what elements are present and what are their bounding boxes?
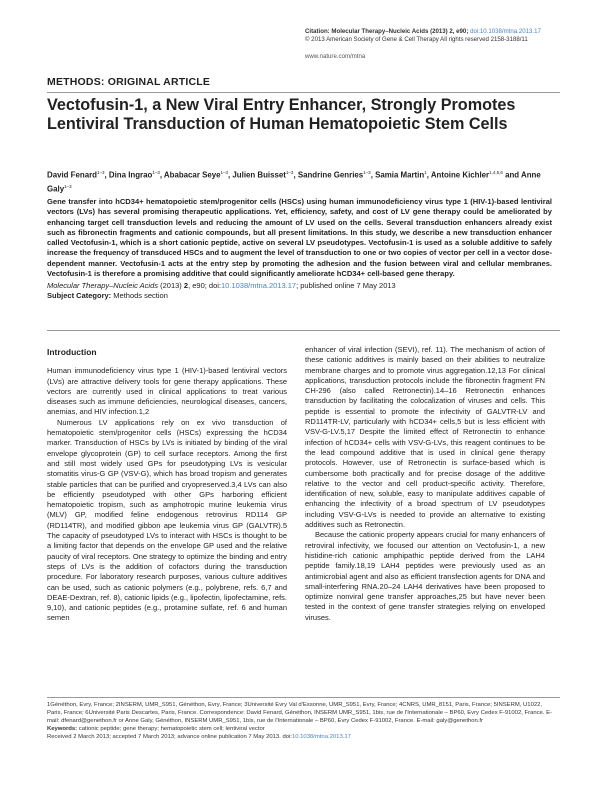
citation-label: Citation: Molecular Therapy–Nucleic Acids (2013) 2, e90; bbox=[305, 28, 469, 35]
author-name: David Fenard bbox=[47, 170, 97, 180]
received-line bbox=[47, 733, 552, 741]
citation-block bbox=[47, 281, 552, 291]
affiliations: 1Généthon, Evry, France; 2INSERM, UMR_S951, Généthon, Evry, France; 3Université Evry Val d'Essonne, UMR_S951, Evry, France; 4CNRS, UMR_8151, Paris, France; 5INSERM, U1022, Paris, France; 6Université Paris Descartes, Paris, France. Correspondence: David Fenard, Généthon, INSERM UMR_S951, 1bis, rue de l'Internationale – BP60, Evry Cedex F-91002, France. E-mail: dfenard@genethon.fr or Anne Galy, Généthon, INSERM UMR_S951, 1bis, rue de l'Internationale – BP60, Evry Cedex F-91002, France. E-mail: galy@genethon.fr bbox=[47, 702, 553, 725]
citation-line bbox=[305, 28, 560, 36]
author-name: Dina Ingrao bbox=[108, 170, 153, 180]
footnotes bbox=[47, 701, 552, 741]
copyright-line: © 2013 American Society of Gene & Cell Therapy All rights reserved 2158-3188/11 bbox=[305, 36, 528, 43]
body-paragraph: enhancer of viral infection (SEVI), ref. 11). The mechanism of action of these cationic additives is mainly based on their abilities to neutralize membrane charges and to promote virus aggregation.12,13 For clinical applications, transduction protocols include the fibronectin fragment FN CH-296 (also called Retronectin).14–16 Retronectin enhances transduction by facilitating the colocalization of viruses and cells. This peptide is essential to promote the infectivity of GALVTR-LV and RD114TR-LV, particularly with hCD34+ cells,5 but is less efficient with VSV-G-LV.5,17 Despite the limited effect of Retronectin to enhance infection of hCD34+ cells with VSV-G-LVs, this reagent continues to be the lead compound additive that is used in clinical gene therapy protocols. However, use of Retronectin is surface-based which is cumbersome both practically and for precise dosage of the additive relative to the vector and cell product-specific activity. Therefore, identification of new, soluble, easy to manipulate additives capable of enhancing the infectivity of a broad spectrum of LV pseudotypes including VSV-G-LVs is needed to provide an alternative to existing additives such as Retronectin. bbox=[305, 345, 545, 530]
author-name: Sandrine Genries bbox=[297, 170, 364, 180]
abstract: Gene transfer into hCD34+ hematopoietic stem/progenitor cells (HSCs) using human immunodeficiency virus type 1 (HIV-1)-based lentiviral vectors (LVs) has several promising therapeutic applications. Yet, efficiency, safety, and cost of LV gene therapy could be ameliorated by enhancing target cell transduction levels and reducing the amount of LV used on the cells. Several transduction enhancers already exist such as fibronectin fragments and cationic compounds, but all present limitations. In this study, we describe a new transduction enhancer called Vectofusin-1, which is a short cationic peptide, active on several LV pseudotypes. Vectofusin-1 is used as a soluble additive to safely increase the frequency of transduced HSCs and to augment the level of transduction to one or two copies of vector per cell in a vector dose-dependent manner. Vectofusin-1 acts at the entry step by promoting the adhesion and the fusion between viral and cellular membranes. Vectofusin-1 is therefore a promising additive that could significantly ameliorate hCD34+ cell-based gene therapy. bbox=[47, 197, 552, 278]
author-affiliation: 1–3 bbox=[363, 170, 371, 175]
introduction-heading: Introduction bbox=[47, 347, 97, 357]
author-affiliation: 1–3 bbox=[152, 170, 160, 175]
cite-published: ; published online 7 May 2013 bbox=[296, 281, 396, 290]
body-paragraph: Numerous LV applications rely on ex vivo transduction of hematopoietic stem/progenitor cells (HSCs) expressing the hCD34 marker. Transduction of HSCs by LVs is initiated by binding of the viral envelope glycoprotein (GP) to cell surface receptors. Among the first and still most widely used GPs for pseudotyping LVs is vesicular stomatitis virus-G GP (VSV-G), which has broad tropism and generates stable particles that can be purified and cryopreserved.3,4 LVs can also be efficiently pseudotyped with other GPs harboring efficient hematopoietic tropism, such as amphotropic murine leukemia virus (MLV) GP, modified feline endogenous retrovirus RD114 GP (RD114TR), and modified gibbon ape leukemia virus GP (GALVTR).5 The capacity of pseudotyped LVs to interact with HSCs is thought to be a limiting factor that depends on the envelope GP used and the relative paucity of viral receptors. One strategy to optimize the binding and entry steps of LVs is the addition of cofactors during the transduction procedure. For laboratory research purposes, various culture additives can be used, such as cationic polymers (e.g., polybrene, refs. 6,7 and DEAE-Dextran, ref. 8), cationic lipids (e.g., lipofectin, lipofectamine, refs. 9,10), and cationic peptides (e.g., protamine sulfate, ref. 6 and human semen bbox=[47, 417, 287, 623]
article-section-label: METHODS: ORIGINAL ARTICLE bbox=[47, 76, 211, 88]
author-affiliation: 1–3 bbox=[220, 170, 229, 175]
body-divider bbox=[47, 330, 560, 331]
subject-category bbox=[47, 291, 552, 301]
cite-rest: , e90; doi: bbox=[188, 281, 222, 290]
cite-journal: Molecular Therapy–Nucleic Acids bbox=[47, 281, 159, 290]
right-column-text bbox=[305, 345, 545, 623]
keywords-text: cationic peptide; gene therapy; hematopoietic stem cell; lentiviral vector bbox=[77, 726, 265, 733]
author-list: David Fenard$^{1-3}$, Dina Ingrao$^{1-3}$, Ababacar Seye$^{1-3}$, Julien Buisset$^{1-3}$, Sandrine Genries$^{1-3}$, Samia Martin$^1$, Antoine Kichler$^{1,4,5,6}$ and Anne Galy$^{1-3}$ bbox=[47, 170, 541, 194]
received-text: Received 2 March 2013; accepted 7 March 2013; advance online publication 7 May 2013. doi: bbox=[47, 734, 292, 741]
footnote-divider bbox=[47, 697, 560, 698]
keywords-label: Keywords: bbox=[47, 726, 78, 733]
journal-website[interactable]: www.nature.com/mtna bbox=[305, 53, 366, 60]
subject-value: Methods section bbox=[111, 291, 168, 300]
author-affiliation: 1–3 bbox=[64, 183, 72, 189]
author-name: Antoine Kichler bbox=[430, 170, 490, 180]
keywords-line bbox=[47, 725, 552, 733]
footer-doi-link[interactable]: 10.1038/mtna.2013.17 bbox=[291, 734, 351, 741]
cite-volume: 2 bbox=[183, 281, 189, 290]
cite-doi-link[interactable]: 10.1038/mtna.2013.17 bbox=[221, 281, 297, 290]
left-column-text bbox=[47, 366, 287, 623]
body-paragraph: Because the cationic property appears crucial for many enhancers of retroviral infectivity, we focused our attention on Vectofusin-1, a new histidine-rich cationic amphipathic peptide derived from the LAH4 peptide family.18,19 LAH4 peptides were previously used as an antimicrobial agent and also as efficient transfection agents for DNA and small-interfering RNA.20–24 LAH4 derivatives have been proposed to optimize nonviral gene transfer approaches,25 but have never been tested in the context of gene transfer strategies relying on enveloped viruses. bbox=[305, 530, 545, 622]
author-name: Anne Galy bbox=[47, 170, 541, 194]
title-divider bbox=[47, 92, 560, 93]
author-name: Ababacar Seye bbox=[163, 170, 221, 180]
cite-year: (2013) bbox=[158, 281, 184, 290]
journal-header bbox=[305, 28, 560, 61]
right-column bbox=[305, 345, 545, 623]
author-affiliation: 1–3 bbox=[285, 170, 294, 175]
author-name: Julien Buisset bbox=[232, 170, 286, 180]
article-title: Vectofusin-1, a New Viral Entry Enhancer, Strongly Promotes Lentiviral Transduction of Human Hematopoietic Stem Cells bbox=[47, 96, 516, 133]
header-doi-link[interactable]: doi:10.1038/mtna.2013.17 bbox=[470, 28, 541, 35]
author-affiliation: 1 bbox=[424, 170, 427, 175]
author-name: Samia Martin bbox=[375, 170, 425, 180]
author-affiliation: 1–3 bbox=[97, 170, 105, 175]
left-column bbox=[47, 345, 287, 624]
subject-label: Subject Category: bbox=[47, 291, 112, 300]
author-affiliation: 1,4,5,6 bbox=[489, 170, 503, 175]
body-paragraph: Human immunodeficiency virus type 1 (HIV-1)-based lentiviral vectors (LVs) are attractive delivery tools for gene therapy applications. These vectors are currently used in clinical applications to treat various diseases such as immune deficiencies, neurological diseases, cancers, anemias, and HIV infection.1,2 bbox=[47, 366, 287, 417]
